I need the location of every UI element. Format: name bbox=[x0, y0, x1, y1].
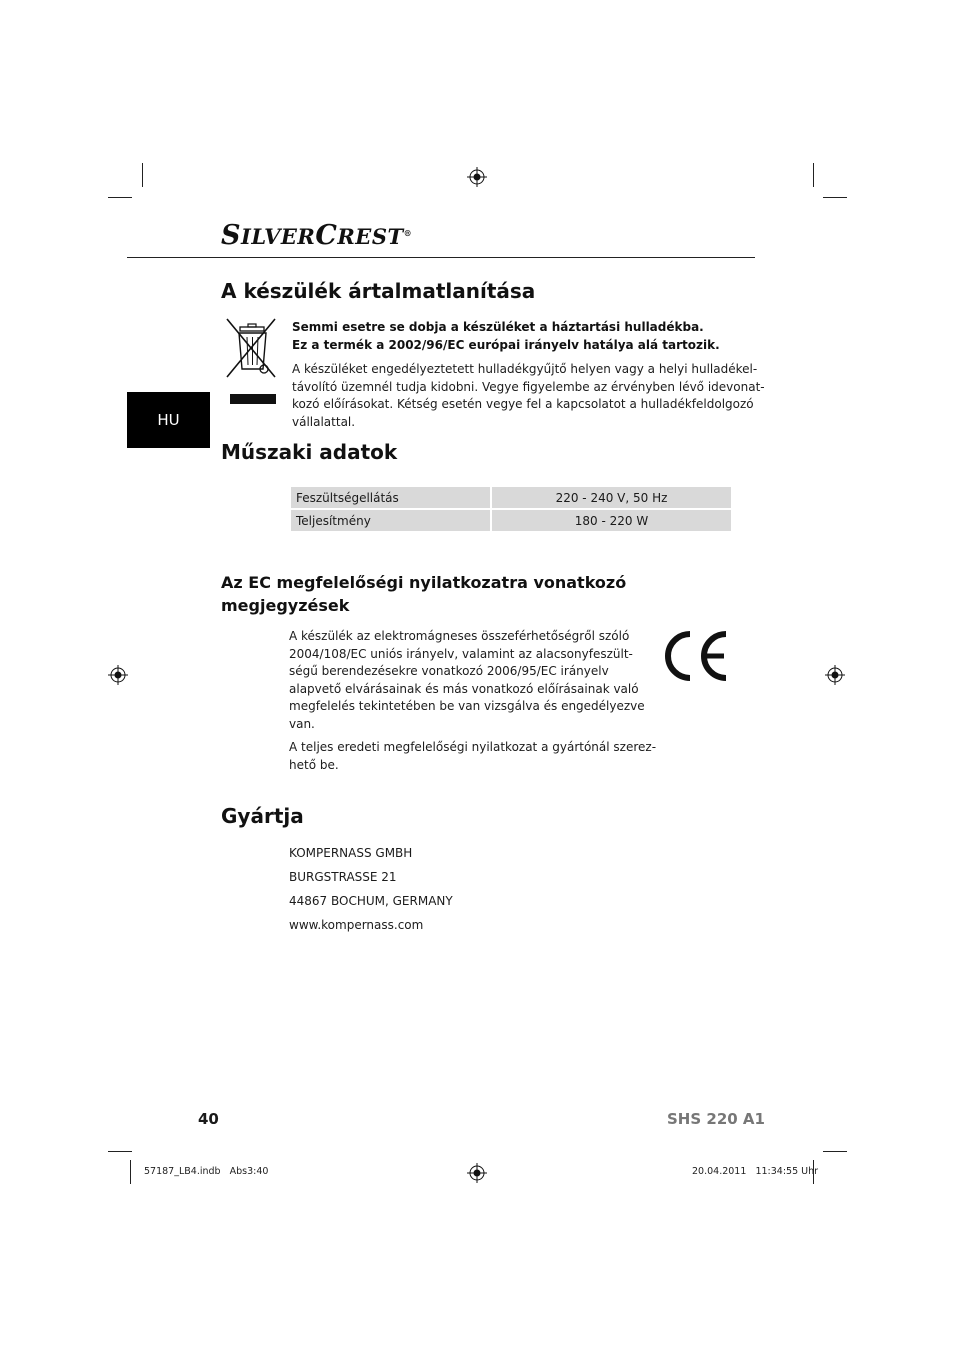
crop-mark bbox=[108, 1151, 132, 1152]
text-line: A készülék az elektromágneses összeférhetőségről szóló bbox=[289, 629, 630, 643]
disposal-warning-line2: Ez a termék a 2002/96/EC európai irányelv hatálya alá tartozik. bbox=[292, 338, 720, 352]
crop-mark bbox=[823, 197, 847, 198]
crop-mark bbox=[142, 163, 143, 187]
spec-value: 220 - 240 V, 50 Hz bbox=[490, 487, 731, 508]
disposal-heading: A készülék ártalmatlanítása bbox=[221, 279, 536, 303]
silvercrest-logo: SILVERCREST® bbox=[221, 220, 413, 251]
crop-mark bbox=[813, 163, 814, 187]
crop-mark bbox=[108, 197, 132, 198]
text-line: alapvető elvárásainak és más vonatkozó előírásainak való bbox=[289, 681, 639, 696]
crop-mark bbox=[130, 1160, 131, 1184]
spec-label: Feszültségellátás bbox=[291, 487, 490, 508]
manufacturer-name: KOMPERNASS GMBH bbox=[289, 846, 413, 860]
text-line: 2004/108/EC uniós irányelv, valamint az alacsonyfeszült- bbox=[289, 646, 633, 661]
crop-mark bbox=[823, 1151, 847, 1152]
crossed-out-wheelie-bin-icon bbox=[225, 317, 280, 407]
print-slug-right: 20.04.2011 11:34:55 Uhr bbox=[692, 1166, 819, 1177]
page-number: 40 bbox=[198, 1110, 219, 1128]
registration-mark-icon bbox=[467, 1163, 487, 1183]
disposal-text bbox=[292, 361, 765, 431]
table-row bbox=[291, 487, 731, 508]
text-line: vállalattal. bbox=[292, 414, 356, 429]
text-line: megfelelés tekintetében be van vizsgálva és engedélyezve bbox=[289, 699, 645, 713]
disposal-warning-line1: Semmi esetre se dobja a készüléket a háztartási hulladékba. bbox=[292, 320, 704, 334]
spec-value: 180 - 220 W bbox=[490, 510, 731, 531]
text-line: A teljes eredeti megfelelőségi nyilatkozat a gyártónál szerez- bbox=[289, 740, 657, 754]
text-line: kozó előírásokat. Kétség esetén vegye fel a kapcsolatot a hulladékfeldolgozó bbox=[292, 397, 754, 411]
text-line: van. bbox=[289, 716, 315, 731]
registration-mark-icon bbox=[108, 665, 128, 685]
text-line: távolító üzemnél tudja kidobni. Vegye figyelembe az érvényben lévő idevonat- bbox=[292, 379, 765, 394]
ec-notes-heading bbox=[221, 571, 626, 617]
text-line: A készüléket engedélyeztetett hulladékgyűjtő helyen vagy a helyi hulladékel- bbox=[292, 362, 758, 376]
text-line: ségű berendezésekre vonatkozó 2006/95/EC irányelv bbox=[289, 664, 609, 678]
manufacturer-heading: Gyártja bbox=[221, 804, 304, 828]
spec-label: Teljesítmény bbox=[291, 510, 490, 531]
ec-paragraph-1 bbox=[289, 628, 645, 733]
ec-heading-line: Az EC megfelelőségi nyilatkozatra vonatkozó bbox=[221, 573, 627, 592]
table-row bbox=[291, 510, 731, 531]
manufacturer-city: 44867 BOCHUM, GERMANY bbox=[289, 894, 453, 908]
model-number: SHS 220 A1 bbox=[667, 1110, 765, 1128]
registration-mark-icon bbox=[825, 665, 845, 685]
ec-paragraph-2 bbox=[289, 739, 656, 774]
technical-data-heading: Műszaki adatok bbox=[221, 440, 398, 464]
ce-mark-icon bbox=[658, 630, 730, 682]
manufacturer-website-link[interactable]: www.kompernass.com bbox=[289, 918, 424, 932]
header-rule bbox=[127, 257, 755, 258]
registration-mark-icon bbox=[467, 167, 487, 187]
technical-data-table bbox=[291, 485, 731, 533]
manufacturer-street: BURGSTRASSE 21 bbox=[289, 870, 397, 884]
text-line: hető be. bbox=[289, 757, 339, 772]
language-tab: HU bbox=[127, 392, 210, 448]
print-slug-left: 57187_LB4.indb Abs3:40 bbox=[144, 1166, 269, 1177]
ec-heading-line: megjegyzések bbox=[221, 596, 350, 615]
